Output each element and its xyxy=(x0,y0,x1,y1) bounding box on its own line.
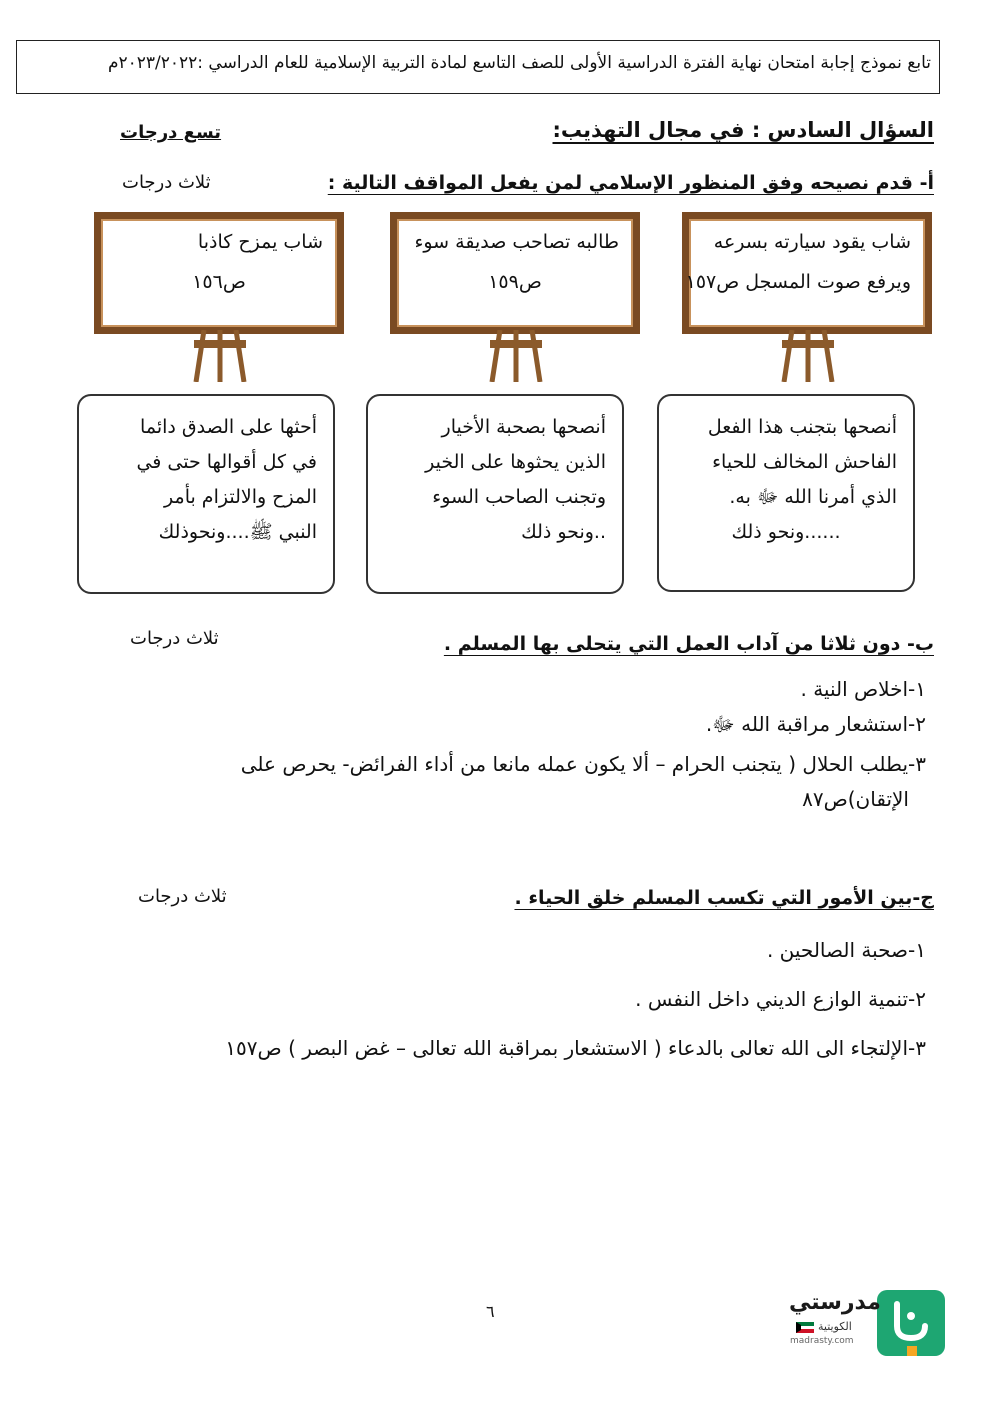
part-b-item: ٢-استشعار مراقبة الله ﷻ. xyxy=(705,712,926,736)
part-b-item: ٣-يطلب الحلال ( يتجنب الحرام – ألا يكون عمله مانعا من أداء الفرائض- يحرص على xyxy=(240,752,926,776)
answer-line: النبي ﷺ....ونحوذلك xyxy=(158,521,317,543)
part-b-grade: ثلاث درجات xyxy=(130,628,219,649)
part-a-title: أ- قدم نصيحه وفق المنظور الإسلامي لمن يفعل المواقف التالية : xyxy=(327,172,934,194)
logo-icon xyxy=(877,1290,945,1356)
situation-text-line1: شاب يمزح كاذبا xyxy=(197,231,323,253)
part-c-item: ٣-الإلتجاء الى الله تعالى بالدعاء ( الاستشعار بمراقبة الله تعالى – غض البصر ) ص١٥٧ xyxy=(225,1036,926,1060)
answer-box-2 xyxy=(366,394,624,594)
easel-stand-icon xyxy=(486,330,546,382)
logo-country: الكويتية xyxy=(818,1320,852,1333)
easel-board xyxy=(682,212,932,334)
part-c-item: ١-صحبة الصالحين . xyxy=(766,938,926,962)
easel-situation-1 xyxy=(682,212,932,382)
answer-line: الفاحش المخالف للحياء xyxy=(712,451,897,473)
part-c-title: ج-بين الأمور التي تكسب المسلم خلق الحياء . xyxy=(514,887,934,909)
easel-stand-icon xyxy=(778,330,838,382)
easel-stand-icon xyxy=(190,330,250,382)
answer-line: أنصحها بصحبة الأخيار xyxy=(441,416,606,438)
question-title: السؤال السادس : في مجال التهذيب: xyxy=(552,118,934,142)
answer-line: الذي أمرنا الله ﷻ به. xyxy=(729,486,897,508)
logo-title: مدرستي xyxy=(789,1290,881,1315)
part-b-title: ب- دون ثلاثا من آداب العمل التي يتحلى بها المسلم . xyxy=(443,633,934,655)
situation-text-line1: طالبه تصاحب صديقة سوء xyxy=(414,231,619,253)
part-a-grade: ثلاث درجات xyxy=(122,172,211,193)
answer-line: في كل أقوالها حتى في xyxy=(136,451,317,473)
kuwait-flag-icon xyxy=(796,1322,814,1333)
question-grade: تسع درجات xyxy=(120,122,222,143)
situation-text-line2: ويرفع صوت المسجل ص١٥٧ xyxy=(685,271,911,293)
header-text: تابع نموذج إجابة امتحان نهاية الفترة الدراسية الأولى للصف التاسع لمادة التربية الإسلامية للعام الدراسي :٢٠٢٣/٢٠٢٢م xyxy=(107,53,931,73)
header-box xyxy=(16,40,940,94)
situation-text-line2: ص١٥٦ xyxy=(192,271,246,293)
logo-url: madrasty.com xyxy=(790,1336,854,1346)
answer-line: وتجنب الصاحب السوء xyxy=(432,486,606,508)
easel-situation-2 xyxy=(390,212,640,382)
part-c-grade: ثلاث درجات xyxy=(138,886,227,907)
easel-situation-3 xyxy=(94,212,344,382)
answer-line: الذين يحثوها على الخير xyxy=(425,451,606,473)
answer-line: ......ونحو ذلك xyxy=(731,521,841,543)
answer-line: ..ونحو ذلك xyxy=(521,521,606,543)
situation-text-line1: شاب يقود سيارته بسرعه xyxy=(713,231,911,253)
answer-line: أنصحها بتجنب هذا الفعل xyxy=(707,416,897,438)
answer-box-3 xyxy=(77,394,335,594)
part-b-item: الإتقان)ص٨٧ xyxy=(802,787,909,811)
answer-line: أحثها على الصدق دائما xyxy=(140,416,317,438)
page-number: ٦ xyxy=(486,1302,495,1321)
answer-line: المزح والالتزام بأمر xyxy=(164,486,317,508)
situation-text-line2: ص١٥٩ xyxy=(488,271,542,293)
part-c-item: ٢-تنمية الوازع الديني داخل النفس . xyxy=(635,987,926,1011)
answer-box-1 xyxy=(657,394,915,592)
part-b-item: ١-اخلاص النية . xyxy=(800,677,926,701)
easel-board xyxy=(94,212,344,334)
easel-board xyxy=(390,212,640,334)
